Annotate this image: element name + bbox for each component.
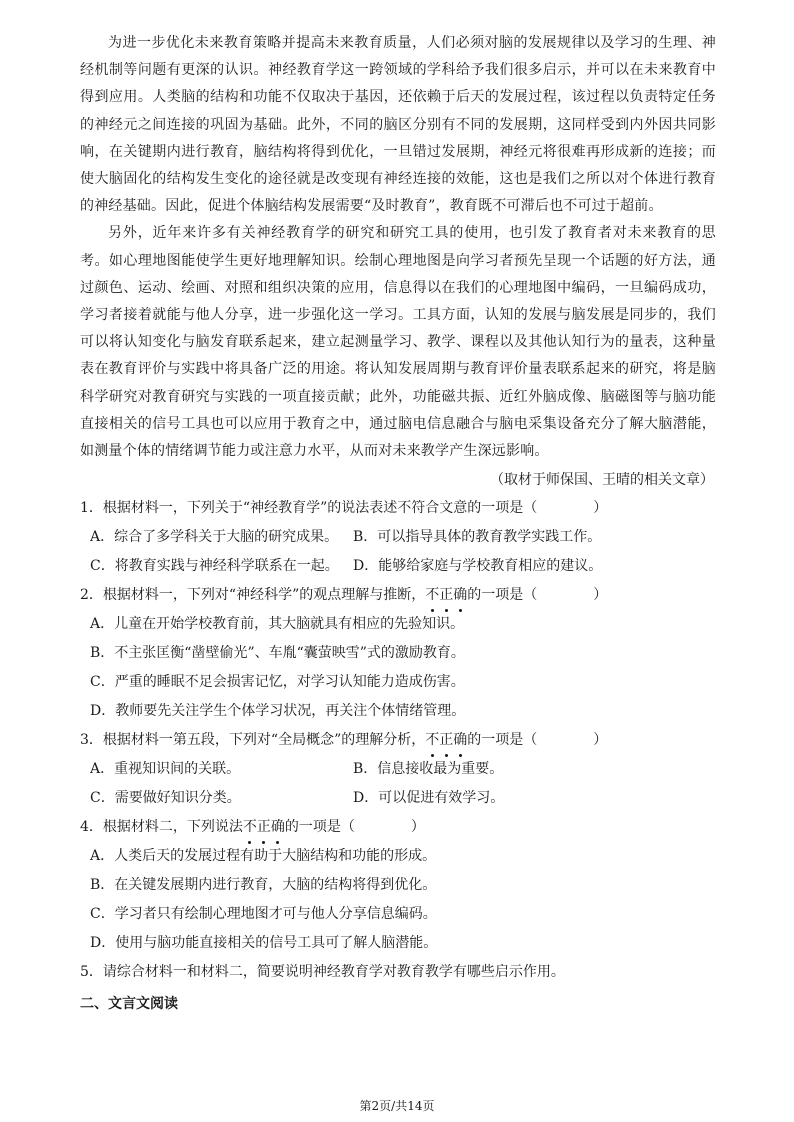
section-title: 二、文言文阅读 — [80, 996, 178, 1013]
option-a: A．儿童在开始学校教育前，其大脑就具有相应的先验知识。 — [90, 616, 465, 633]
emphasis-text — [425, 587, 467, 603]
emphasis-char: 正 — [257, 813, 271, 842]
emphasis-char: 确 — [453, 726, 467, 755]
source-citation: （取材于师保国、王晴的相关文章） — [490, 472, 714, 489]
document-page — [80, 30, 716, 1019]
emphasis-char: 正 — [439, 726, 453, 755]
question-5 — [80, 958, 716, 987]
emphasis-text — [425, 732, 467, 748]
option-a: A．综合了多学科关于大脑的研究成果。 — [90, 529, 339, 546]
question-5-stem: 5．请综合材料一和材料二，简要说明神经教育学对教育教学有哪些启示作用。 — [80, 964, 565, 981]
option-b: B．不主张匡衡“凿壁偷光”、车胤“囊萤映雪”式的激励教育。 — [90, 645, 465, 662]
question-4-stem: 4．根据材料二，下列说法不正确的一项是（ ） — [80, 813, 716, 842]
emphasis-text — [243, 819, 285, 835]
question-3-options — [80, 755, 716, 813]
emphasis-char: 确 — [271, 813, 285, 842]
question-2-options — [80, 610, 716, 726]
option-c: C．学习者只有绘制心理地图才可与他人分享信息编码。 — [90, 906, 437, 923]
option-c: C．需要做好知识分类。 — [90, 790, 241, 807]
option-b: B．在关键发展期内进行教育，大脑的结构将得到优化。 — [90, 877, 437, 894]
option-d: D．可以促进有效学习。 — [353, 790, 505, 807]
option-a: A．人类后天的发展过程有助于大脑结构和功能的形成。 — [90, 848, 437, 865]
option-d: D．使用与脑功能直接相关的信号工具可了解人脑潜能。 — [90, 935, 438, 952]
passage-paragraph-1: 为进一步优化未来教育策略并提高未来教育质量，人们必须对脑的发展规律以及学习的生理、神经机制等问题有更深的认识。神经教育学这一跨领域的学科给予我们很多启示，并可以在未来教育中得到应用。人类脑的结构和功能不仅取决于基因，还依赖于后天的发展过程，该过程以负责特定任务的神经元之间连接的巩固为基础。此外，不同的脑区分别有不同的发展期，这同样受到内外因共同影响，在关键期内进行教育，脑结构将得到优化，一旦错过发展期，神经元将很难再形成新的连接；而使大脑固化的结构发生变化的途径就是改变现有神经连接的效能，这也是我们之所以对个体进行教育的神经基础。因此，促进个体脑结构发展需要“及时教育”，教育既不可滞后也不可过于超前。 — [80, 35, 716, 215]
question-4-options — [80, 842, 716, 958]
question-3-stem: 3．根据材料一第五段，下列对“全局概念”的理解分析，不正确的一项是（ ） — [80, 726, 716, 755]
question-4 — [80, 813, 716, 958]
option-c: C．严重的睡眠不足会损害记忆，对学习认知能力造成伤害。 — [90, 674, 465, 691]
question-3 — [80, 726, 716, 813]
option-b: B．可以指导具体的教育教学实践工作。 — [353, 529, 602, 546]
option-b: B．信息接收最为重要。 — [353, 761, 504, 778]
question-1-options — [80, 523, 716, 581]
question-2 — [80, 581, 716, 726]
emphasis-char: 不 — [425, 581, 439, 610]
passage-paragraph-2: 另外，近年来许多有关神经教育学的研究和研究工具的使用，也引发了教育者对未来教育的思考。如心理地图能使学生更好地理解知识。绘制心理地图是向学习者预先呈现一个话题的好方法，通过颜色、运动、绘画、对照和组织决策的应用，信息得以在我们的心理地图中编码，一旦编码成功，学习者接着就能与他人分享，进一步强化这一学习。工具方面，认知的发展与脑发展是同步的，我们可以将认知变化与脑发育联系起来，建立起测量学习、教学、课程以及其他认知行为的量表，这种量表在教育评价与实践中将具备广泛的用途。将认知发展周期与教育评价量表联系起来的研究，将是脑科学研究对教育研究与实践的一项直接贡献；此外，功能磁共振、近红外脑成像、脑磁图等与脑功能直接相关的信号工具也可以应用于教育之中，通过脑电信息融合与脑电采集设备充分了解大脑潜能，如测量个体的情绪调节能力或注意力水平，从而对未来教学产生深远影响。 — [80, 225, 716, 460]
option-d: D．教师要先关注学生个体学习状况，再关注个体情绪管理。 — [90, 703, 466, 720]
emphasis-char: 不 — [243, 813, 257, 842]
emphasis-char: 不 — [425, 726, 439, 755]
option-c: C．将教育实践与神经科学联系在一起。 — [90, 558, 339, 575]
question-2-stem: 2．根据材料一，下列对“神经科学”的观点理解与推断，不正确的一项是（ ） — [80, 581, 716, 610]
emphasis-char: 正 — [439, 581, 453, 610]
question-1 — [80, 494, 716, 581]
option-d: D．能够给家庭与学校教育相应的建议。 — [353, 558, 603, 575]
page-number: 第2页/共14页 — [359, 1099, 435, 1113]
option-a: A．重视知识间的关联。 — [90, 761, 241, 778]
emphasis-char: 确 — [453, 581, 467, 610]
question-1-stem: 1．根据材料一，下列关于“神经教育学”的说法表述不符合文意的一项是（ ） — [80, 500, 608, 517]
